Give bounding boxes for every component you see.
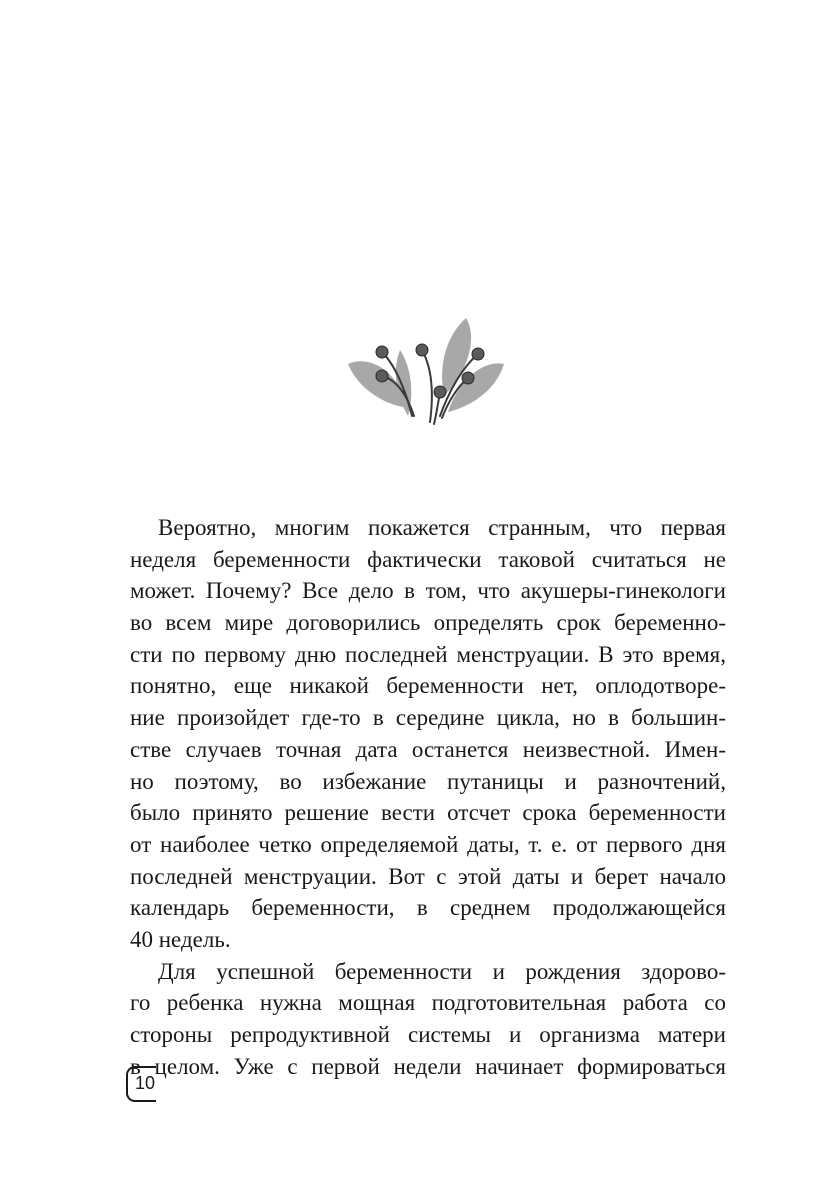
berry-1 (376, 346, 388, 358)
paragraph-1 (130, 512, 726, 956)
text-line: 40 недель. (130, 926, 231, 952)
berry-3 (416, 344, 428, 356)
text-line: в целом. Уже с первой недели начинает формироваться (130, 1053, 726, 1079)
text-line: Для успешной беременности и рождения здорово- (158, 958, 726, 984)
berry-5 (472, 348, 484, 360)
text-line: стве случаев точная дата останется неизвестной. Имен- (130, 736, 726, 762)
text-line: неделя беременности фактически таковой считаться не (130, 546, 726, 572)
botanical-ornament-icon (340, 312, 512, 430)
text-line: может. Почему? Все дело в том, что акушеры-гинекологи (130, 578, 726, 604)
text-line: понятно, еще никакой беременности нет, оплодотворе- (130, 673, 726, 699)
body-text (130, 512, 726, 1082)
text-line: го ребенка нужна мощная подготовительная работа со (130, 990, 726, 1016)
berry-2 (376, 370, 388, 382)
text-line: от наиболее четко определяемой даты, т. е. от первого дня (130, 831, 726, 857)
berry-6 (462, 372, 474, 384)
text-line: во всем мире договорились определять срок беременно- (130, 610, 726, 636)
leaves (348, 318, 504, 416)
page-number: 10 (126, 1066, 156, 1102)
text-line: ние произойдет где-то в середине цикла, но в большин- (130, 705, 726, 731)
berry-4 (434, 386, 446, 398)
text-line: Вероятно, многим покажется странным, что первая (158, 515, 726, 540)
stem-3 (422, 350, 432, 422)
text-line: было принято решение вести отсчет срока беременности (130, 800, 726, 826)
paragraph-2 (130, 956, 726, 1083)
text-line: календарь беременности, в среднем продолжающейся (130, 895, 726, 921)
text-line: но поэтому, во избежание путаницы и разночтений, (130, 768, 726, 794)
text-line: стороны репродуктивной системы и организма матери (130, 1022, 726, 1047)
text-line: сти по первому дню последней менструации. В это время, (130, 641, 726, 667)
text-line: последней менструации. Вот с этой даты и берет начало (130, 863, 726, 889)
